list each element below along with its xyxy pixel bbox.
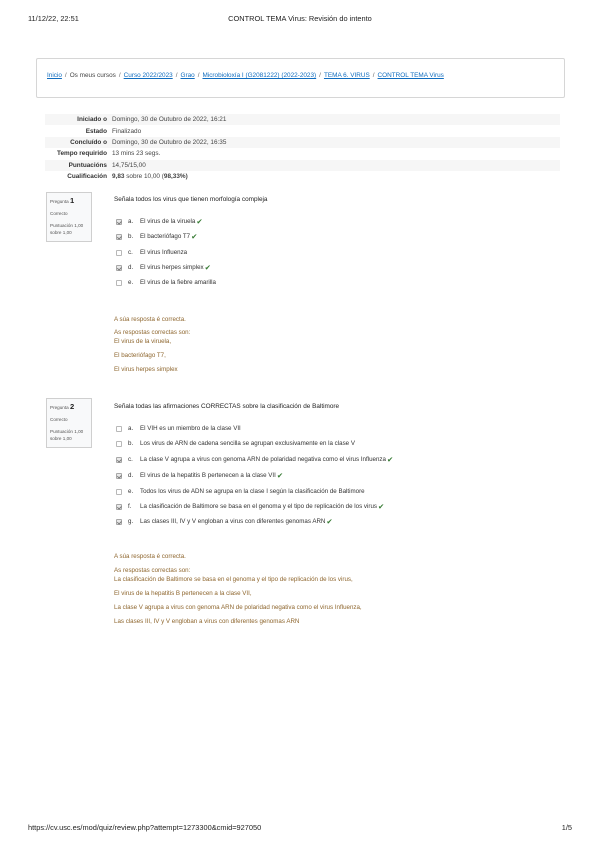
summary-label: Puntuacións [68,161,107,169]
option-letter: d. [128,472,134,479]
summary-label: Estado [85,127,107,135]
checkbox[interactable] [116,219,122,225]
checkbox[interactable] [116,441,122,447]
breadcrumb-curso[interactable]: Curso 2022/2023 [123,72,173,79]
option-2c [116,455,393,464]
question-state: Correcto [50,417,68,422]
option-text: El virus Influenza [140,249,188,256]
summary-row [45,137,560,148]
checkbox[interactable] [116,504,122,510]
option-text: El virus herpes simplex [140,264,204,271]
grade-score: 9,83 [112,173,125,181]
summary-label: Tempo requirido [57,150,107,158]
checkbox[interactable] [116,265,122,271]
option-text: El bacteriófago T7 [140,233,191,240]
summary-row [45,160,560,171]
feedback-answer: El bacteriófago T7, [114,352,166,359]
option-letter: a. [128,425,134,432]
feedback-answer: La clasificación de Baltimore se basa en el genoma y el tipo de replicación de los virus, [114,576,353,583]
option-letter: c. [128,249,133,256]
summary-value: 14,75/15,00 [112,161,146,169]
print-header [28,14,572,26]
option-1b [116,232,197,241]
option-text: La clase V agrupa a virus con genoma ARN de polaridad negativa como el virus Influenza [140,456,386,463]
feedback-heading-1: As respostas correctas son: [114,329,191,336]
attempt-summary-table [45,114,560,182]
option-2d [116,471,283,480]
question-grade: Puntuación 1,00 sobre 1,00 [50,223,84,235]
check-icon: ✔ [377,502,385,511]
option-letter: a. [128,218,134,225]
option-2e [116,487,365,496]
check-icon: ✔ [386,455,394,464]
print-footer [28,823,572,835]
option-letter: e. [128,279,134,286]
checkbox[interactable] [116,280,122,286]
feedback-answer: La clase V agrupa a virus con genoma ARN de polaridad negativa como el virus Influenza, [114,604,362,611]
feedback-answer: El virus de la viruela, [114,338,172,345]
breadcrumb-grao[interactable]: Grao [180,72,195,79]
grade-end: %) [179,173,188,181]
option-text: Las clases III, IV y V engloban a virus con diferentes genomas ARN [140,518,326,525]
option-text: Los virus de ARN de cadena sencilla se agrupan exclusivamente en la clase V [140,440,355,447]
option-letter: b. [128,233,134,240]
breadcrumb-topic[interactable]: TEMA 6. VIRUS [323,72,370,79]
option-2a [116,424,241,433]
feedback-result-2: A súa resposta é correcta. [114,553,186,560]
option-1c [116,248,187,257]
check-icon: ✔ [196,217,203,226]
question-text-1: Señala todos los virus que tienen morfología compleja [114,196,268,203]
question-grade: Puntuación 1,00 sobre 1,00 [50,429,84,441]
summary-label: Iniciado o [77,116,107,124]
summary-value-grade [112,171,560,182]
question-prefix: Pregunta [50,405,69,410]
option-letter: d. [128,264,134,271]
summary-row [45,148,560,159]
print-title: CONTROL TEMA Virus: Revisión do intento [228,14,372,23]
checkbox[interactable] [116,234,122,240]
check-icon: ✔ [191,232,198,241]
grade-percent: 98,33 [163,173,180,181]
question-state: Correcto [50,211,68,216]
option-letter: f. [128,503,132,510]
option-1e [116,278,216,287]
option-letter: e. [128,488,134,495]
option-2g [116,517,333,526]
question-number: 1 [69,196,75,205]
breadcrumb-inicio[interactable]: Inicio [47,72,62,79]
feedback-heading-2: As respostas correctas son: [114,567,191,574]
question-info-2 [46,398,92,448]
check-icon: ✔ [326,517,333,526]
print-datetime: 11/12/22, 22:51 [28,14,79,23]
breadcrumb-quiz[interactable]: CONTROL TEMA Virus [377,72,444,79]
breadcrumb: Inicio / Os meus cursos / Curso 2022/2023 / Grao / Microbioloxía I (G2081222) (2022-2023) / TEMA 6. VIRUS / CONTROL TEMA Virus [36,58,565,98]
summary-row [45,114,560,125]
summary-value: Domingo, 30 de Outubro de 2022, 16:21 [112,116,227,124]
checkbox[interactable] [116,457,122,463]
option-text: Todos los virus de ADN se agrupa en la clase I según la clasificación de Baltimore [140,488,365,495]
summary-label: Cualificación [67,173,107,181]
option-1d [116,263,211,272]
option-letter: b. [128,440,134,447]
checkbox[interactable] [116,519,122,525]
option-2f [116,502,384,511]
question-info-1 [46,192,92,242]
summary-row [45,171,560,182]
option-text: El virus de la fiebre amarilla [140,279,216,286]
question-text-2: Señala todas las afirmaciones CORRECTAS sobre la clasificación de Baltimore [114,403,340,410]
summary-label: Concluído o [70,138,107,146]
option-text: El virus de la viruela [140,218,196,225]
grade-rest: sobre 10,00 ( [124,173,164,181]
option-text: El VIH es un miembro de la clase VII [140,425,241,432]
summary-value: Finalizado [112,127,142,135]
question-number: 2 [69,402,75,411]
feedback-result-1: A súa resposta é correcta. [114,316,186,323]
check-icon: ✔ [276,471,284,480]
summary-value: 13 mins 23 segs. [112,150,161,158]
option-text: La clasificación de Baltimore se basa en el genoma y el tipo de replicación de los virus [140,503,377,510]
option-letter: g. [128,518,134,525]
breadcrumb-course-name[interactable]: Microbioloxía I (G2081222) (2022-2023) [202,72,317,79]
question-prefix: Pregunta [50,199,69,204]
print-url: https://cv.usc.es/mod/quiz/review.php?attempt=1273300&cmid=927050 [28,823,262,832]
option-2b [116,439,355,448]
checkbox[interactable] [116,489,122,495]
summary-value: Domingo, 30 de Outubro de 2022, 16:35 [112,138,227,146]
summary-row [45,125,560,136]
checkbox[interactable] [116,250,122,256]
feedback-answer: El virus herpes simplex [114,366,178,373]
option-letter: c. [128,456,133,463]
page-number: 1/5 [561,823,572,832]
checkbox[interactable] [116,473,122,479]
check-icon: ✔ [204,263,211,272]
feedback-answer: Las clases III, IV y V engloban a virus con diferentes genomas ARN [114,618,300,625]
breadcrumb-os-meus-cursos: Os meus cursos [69,72,116,79]
feedback-answer: El virus de la hepatitis B pertenecen a la clase VII, [114,590,252,597]
option-text: El virus de la hepatitis B pertenecen a la clase VII [140,472,276,479]
option-1a [116,217,203,226]
checkbox[interactable] [116,426,122,432]
